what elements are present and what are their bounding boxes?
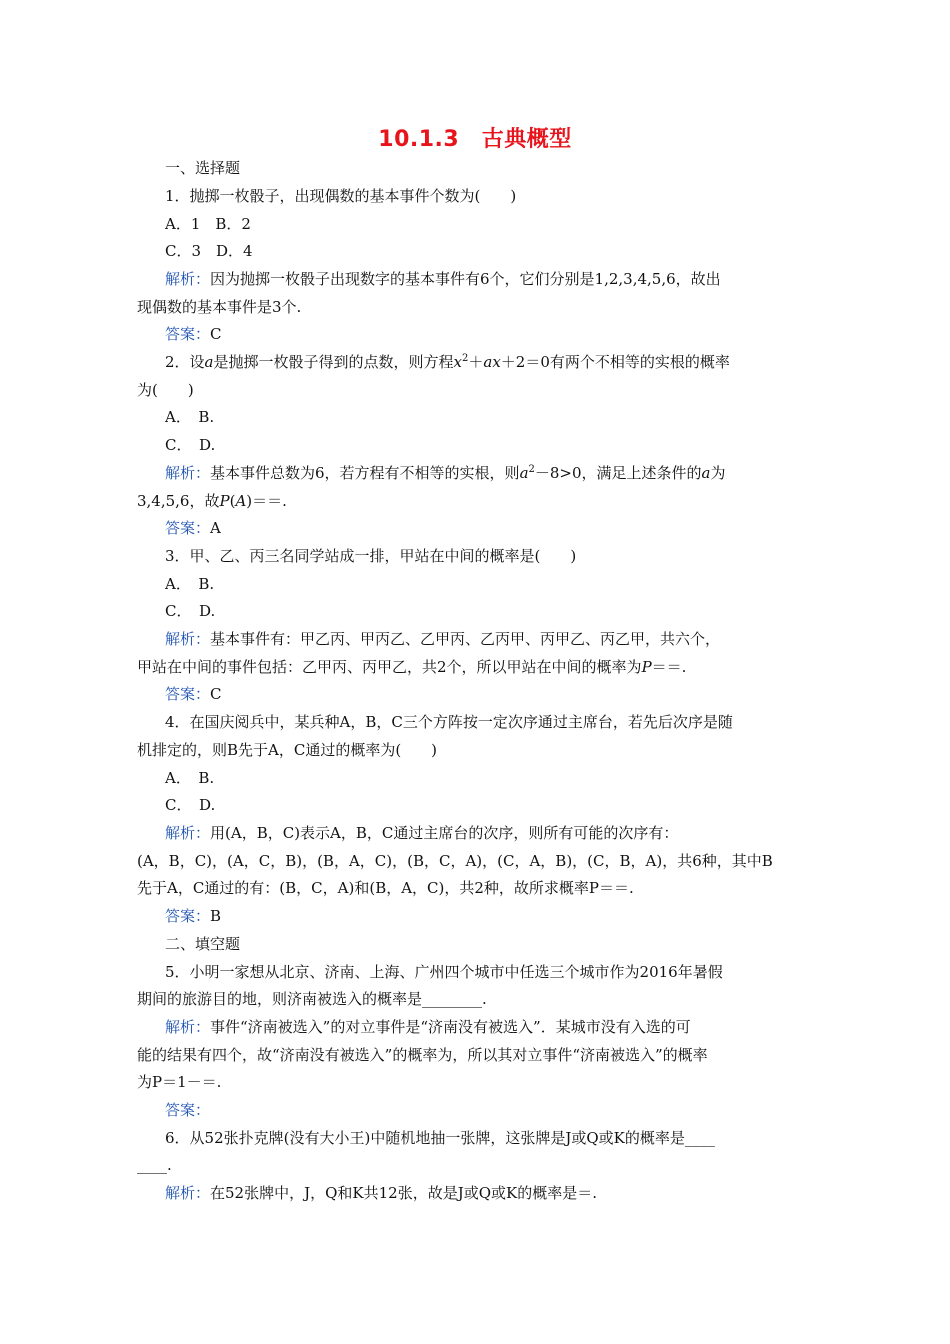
analysis-label: 解析： (165, 824, 211, 842)
analysis-line (165, 1183, 817, 1203)
analysis-text: 能的结果有四个，故“济南没有被选入”的概率为，所以其对立事件“济南被选入”的概率 (137, 1046, 708, 1064)
question-stem: 1．抛掷一枚骰子，出现偶数的基本事件个数为( ) (165, 187, 517, 205)
answer-value: C (210, 685, 222, 703)
analysis-text: 因为抛掷一枚骰子出现数字的基本事件有6个，它们分别是1,2,3,4,5,6，故出 (210, 270, 721, 288)
options: A．1 B．2 (165, 215, 251, 233)
section-heading: 一、选择题 (165, 159, 241, 177)
analysis-line (165, 269, 817, 289)
question-stem: 3．甲、乙、丙三名同学站成一排，甲站在中间的概率是( ) (165, 547, 577, 565)
question-stem: 5．小明一家想从北京、济南、上海、广州四个城市中任选三个城市作为2016年暑假 (165, 963, 723, 981)
text: ＝＝. (651, 658, 687, 676)
answer-line (165, 1100, 817, 1120)
analysis-line (165, 1017, 817, 1037)
text: )＝＝. (246, 492, 287, 510)
answer-line (165, 684, 817, 704)
text: 是抛掷一枚骰子得到的点数，则方程 (213, 353, 454, 371)
text: 3,4,5,6，故 (137, 492, 220, 510)
options: A． B. (165, 769, 215, 787)
answer-label: 答案： (165, 907, 211, 925)
options: C． D. (165, 796, 216, 814)
text: 甲站在中间的事件包括：乙甲丙、丙甲乙，共2个，所以甲站在中间的概率为 (137, 658, 642, 676)
text: 基本事件总数为6，若方程有不相等的实根，则 (210, 464, 520, 482)
section-heading: 二、填空题 (165, 935, 241, 953)
var: P (219, 492, 230, 510)
options: A． B. (165, 408, 215, 426)
var: P (641, 658, 652, 676)
answer-value: C (210, 325, 222, 343)
analysis-label: 解析： (165, 270, 211, 288)
answer-value: A (210, 519, 221, 537)
question-stem: 期间的旅游目的地，则济南被选入的概率是________. (137, 990, 487, 1008)
analysis-label: 解析： (165, 630, 211, 648)
analysis-text: 在52张牌中，J，Q和K共12张，故是J或Q或K的概率是＝. (210, 1184, 597, 1202)
answer-value: B (210, 907, 222, 925)
text: ＋ (468, 353, 484, 371)
analysis-label: 解析： (165, 464, 211, 482)
question-stem: 4．在国庆阅兵中，某兵种A，B，C三个方阵按一定次序通过主席台，若先后次序是随 (165, 713, 733, 731)
var: A (235, 492, 247, 510)
question-stem: 机排定的，则B先于A，C通过的概率为( ) (137, 741, 438, 759)
var: a (519, 464, 529, 482)
answer-line (165, 518, 817, 538)
analysis-text: 用(A，B，C)表示A，B，C通过主席台的次序，则所有可能的次序有： (210, 824, 679, 842)
analysis-text: (A，B，C)，(A，C，B)，(B，A，C)，(B，C，A)，(C，A，B)，(C，B，A)，共6种，其中B (137, 852, 773, 870)
analysis-line (165, 463, 817, 483)
options: A． B. (165, 575, 215, 593)
question-stem (165, 352, 817, 372)
text: 为 (710, 464, 726, 482)
analysis-label: 解析： (165, 1018, 211, 1036)
analysis-text: 现偶数的基本事件是3个. (137, 298, 302, 316)
text: ( (229, 492, 236, 510)
options: C．3 D．4 (165, 242, 253, 260)
question-stem: 为( ) (137, 381, 194, 399)
var: a (204, 353, 214, 371)
answer-line (165, 906, 817, 926)
var: ax (483, 353, 501, 371)
analysis-line (165, 629, 817, 649)
answer-label: 答案： (165, 685, 211, 703)
var: x (453, 353, 462, 371)
analysis-text (137, 657, 817, 677)
text: 2．设 (165, 353, 205, 371)
options: C． D. (165, 602, 216, 620)
question-stem: ____. (137, 1156, 172, 1174)
analysis-text: 先于A，C通过的有：(B，C，A)和(B，A，C)，共2种，故所求概率P＝＝. (137, 879, 634, 897)
question-stem: 6．从52张扑克牌(没有大小王)中随机地抽一张牌，这张牌是J或Q或K的概率是____ (165, 1129, 715, 1147)
var: a (701, 464, 711, 482)
exponent: 2 (528, 464, 535, 475)
answer-label: 答案： (165, 519, 211, 537)
page-title: 10.1.3 古典概型 (378, 127, 572, 152)
answer-line (165, 324, 817, 344)
analysis-line (165, 823, 817, 843)
exponent: 2 (461, 353, 469, 364)
analysis-text: 事件“济南被选入”的对立事件是“济南没有被选入”．某城市没有入选的可 (210, 1018, 691, 1036)
options: C． D. (165, 436, 216, 454)
analysis-text: 为P＝1－＝. (137, 1073, 222, 1091)
answer-label: 答案： (165, 1101, 211, 1119)
analysis-label: 解析： (165, 1184, 211, 1202)
answer-label: 答案： (165, 325, 211, 343)
text: ＋2＝0有两个不相等的实根的概率 (500, 353, 730, 371)
analysis-text: 基本事件有：甲乙丙、甲丙乙、乙甲丙、乙丙甲、丙甲乙、丙乙甲，共六个， (210, 630, 721, 648)
text: －8>0，满足上述条件的 (534, 464, 702, 482)
analysis-text (137, 491, 817, 511)
